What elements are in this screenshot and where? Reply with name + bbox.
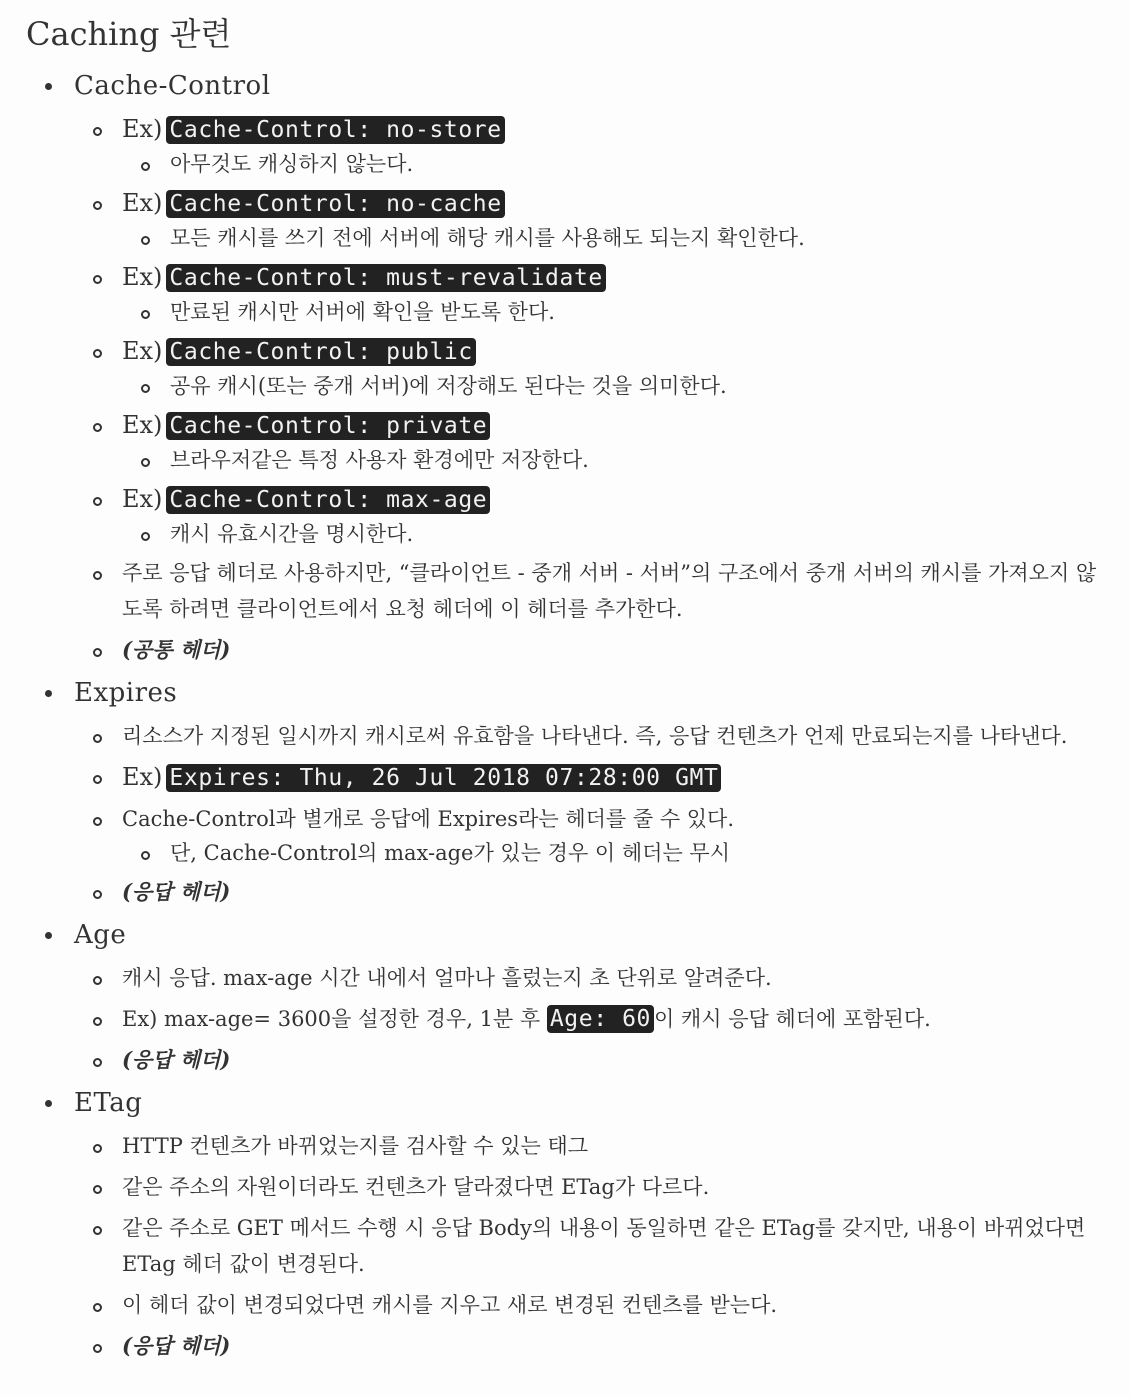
- header-kind: (공통 헤더): [122, 637, 231, 662]
- item-text: 모든 캐시를 쓰기 전에 서버에 해당 캐시를 사용해도 되는지 확인한다.: [170, 226, 805, 250]
- list-item: [122, 518, 1116, 550]
- list-item: [74, 632, 1116, 668]
- code-snippet: Cache-Control: max-age: [166, 486, 490, 514]
- ex-label: Ex): [122, 763, 163, 791]
- ex-label: Ex): [122, 485, 163, 513]
- list-item: [74, 874, 1116, 910]
- item-text: 만료된 캐시만 서버에 확인을 받도록 한다.: [170, 300, 555, 324]
- list-item: [74, 1287, 1116, 1323]
- item-text: Ex) max-age= 3600을 설정한 경우, 1분 후: [122, 1007, 547, 1031]
- list-item: [74, 718, 1116, 754]
- code-snippet: Cache-Control: must-revalidate: [166, 264, 605, 292]
- list-item: [122, 837, 1116, 869]
- list-item: [74, 1169, 1116, 1205]
- list-item: [74, 1210, 1116, 1282]
- list-item: [74, 759, 1116, 796]
- list-item: [74, 960, 1116, 996]
- sub-list: [74, 718, 1116, 910]
- page-title: Caching 관련: [26, 15, 232, 53]
- list-item: [74, 481, 1116, 550]
- item-text: 캐시 응답. max-age 시간 내에서 얼마나 흘렀는지 초 단위로 알려준다.: [122, 966, 772, 990]
- header-list: [26, 66, 1116, 1364]
- list-item: [74, 1042, 1116, 1078]
- item-text: 같은 주소로 GET 메서드 수행 시 응답 Body의 내용이 동일하면 같은 ETag를 갖지만, 내용이 바뀌었다면 ETag 헤더 값이 변경된다.: [122, 1216, 1086, 1276]
- list-item: [74, 407, 1116, 476]
- item-text: Cache-Control과 별개로 응답에 Expires라는 헤더를 줄 수 있다.: [122, 807, 735, 831]
- item-text: 리소스가 지정된 일시까지 캐시로써 유효함을 나타낸다. 즉, 응답 컨텐츠가 언제 만료되는지를 나타낸다.: [122, 724, 1068, 748]
- list-item: [74, 1128, 1116, 1164]
- code-snippet: Cache-Control: private: [166, 412, 490, 440]
- code-snippet: Age: 60: [547, 1005, 654, 1033]
- ex-label: Ex): [122, 115, 163, 143]
- ex-label: Ex): [122, 263, 163, 291]
- sub-list: [74, 111, 1116, 668]
- ex-label: Ex): [122, 189, 163, 217]
- code-snippet: Expires: Thu, 26 Jul 2018 07:28:00 GMT: [166, 764, 721, 792]
- item-text: 아무것도 캐싱하지 않는다.: [170, 152, 414, 176]
- list-item: [74, 333, 1116, 402]
- item-text: 주로 응답 헤더로 사용하지만, “클라이언트 - 중개 서버 - 서버”의 구조에서 중개 서버의 캐시를 가져오지 않도록 하려면 클라이언트에서 요청 헤더에 이 헤더를 추가한다.: [122, 561, 1097, 621]
- section-title: ETag: [74, 1088, 143, 1118]
- item-text: 공유 캐시(또는 중개 서버)에 저장해도 된다는 것을 의미한다.: [170, 374, 727, 398]
- list-item: [74, 555, 1116, 627]
- list-item: [74, 259, 1116, 328]
- header-kind: (응답 헤더): [122, 879, 231, 904]
- list-item-expires: [26, 673, 1116, 910]
- item-text: 이 헤더 값이 변경되었다면 캐시를 지우고 새로 변경된 컨텐츠를 받는다.: [122, 1293, 778, 1317]
- sub-list: [74, 960, 1116, 1078]
- ex-label: Ex): [122, 337, 163, 365]
- list-item: [122, 296, 1116, 328]
- list-item: [122, 148, 1116, 180]
- code-snippet: Cache-Control: public: [166, 338, 475, 366]
- item-text: 캐시 유효시간을 명시한다.: [170, 522, 414, 546]
- list-item: [122, 370, 1116, 402]
- code-snippet: Cache-Control: no-cache: [166, 190, 504, 218]
- section-title: Cache-Control: [74, 71, 271, 101]
- list-item-etag: [26, 1083, 1116, 1364]
- list-item-cache-control: [26, 66, 1116, 668]
- section-title: Expires: [74, 678, 178, 708]
- list-item-age: [26, 915, 1116, 1078]
- item-text: HTTP 컨텐츠가 바뀌었는지를 검사할 수 있는 태그: [122, 1134, 589, 1158]
- sub-list: [74, 1128, 1116, 1364]
- item-text: 브라우저같은 특정 사용자 환경에만 저장한다.: [170, 448, 589, 472]
- list-item: [74, 111, 1116, 180]
- item-text: 같은 주소의 자원이더라도 컨텐츠가 달라졌다면 ETag가 다르다.: [122, 1175, 710, 1199]
- ex-label: Ex): [122, 411, 163, 439]
- item-text: 이 캐시 응답 헤더에 포함된다.: [654, 1007, 931, 1031]
- list-item: [74, 185, 1116, 254]
- item-text: 단, Cache-Control의 max-age가 있는 경우 이 헤더는 무시: [170, 841, 730, 865]
- section-title: Age: [74, 920, 127, 950]
- header-kind: (응답 헤더): [122, 1047, 231, 1072]
- list-item: [74, 1001, 1116, 1037]
- list-item: [122, 222, 1116, 254]
- list-item: [74, 801, 1116, 869]
- list-item: [74, 1328, 1116, 1364]
- code-snippet: Cache-Control: no-store: [166, 116, 504, 144]
- header-kind: (응답 헤더): [122, 1333, 231, 1358]
- list-item: [122, 444, 1116, 476]
